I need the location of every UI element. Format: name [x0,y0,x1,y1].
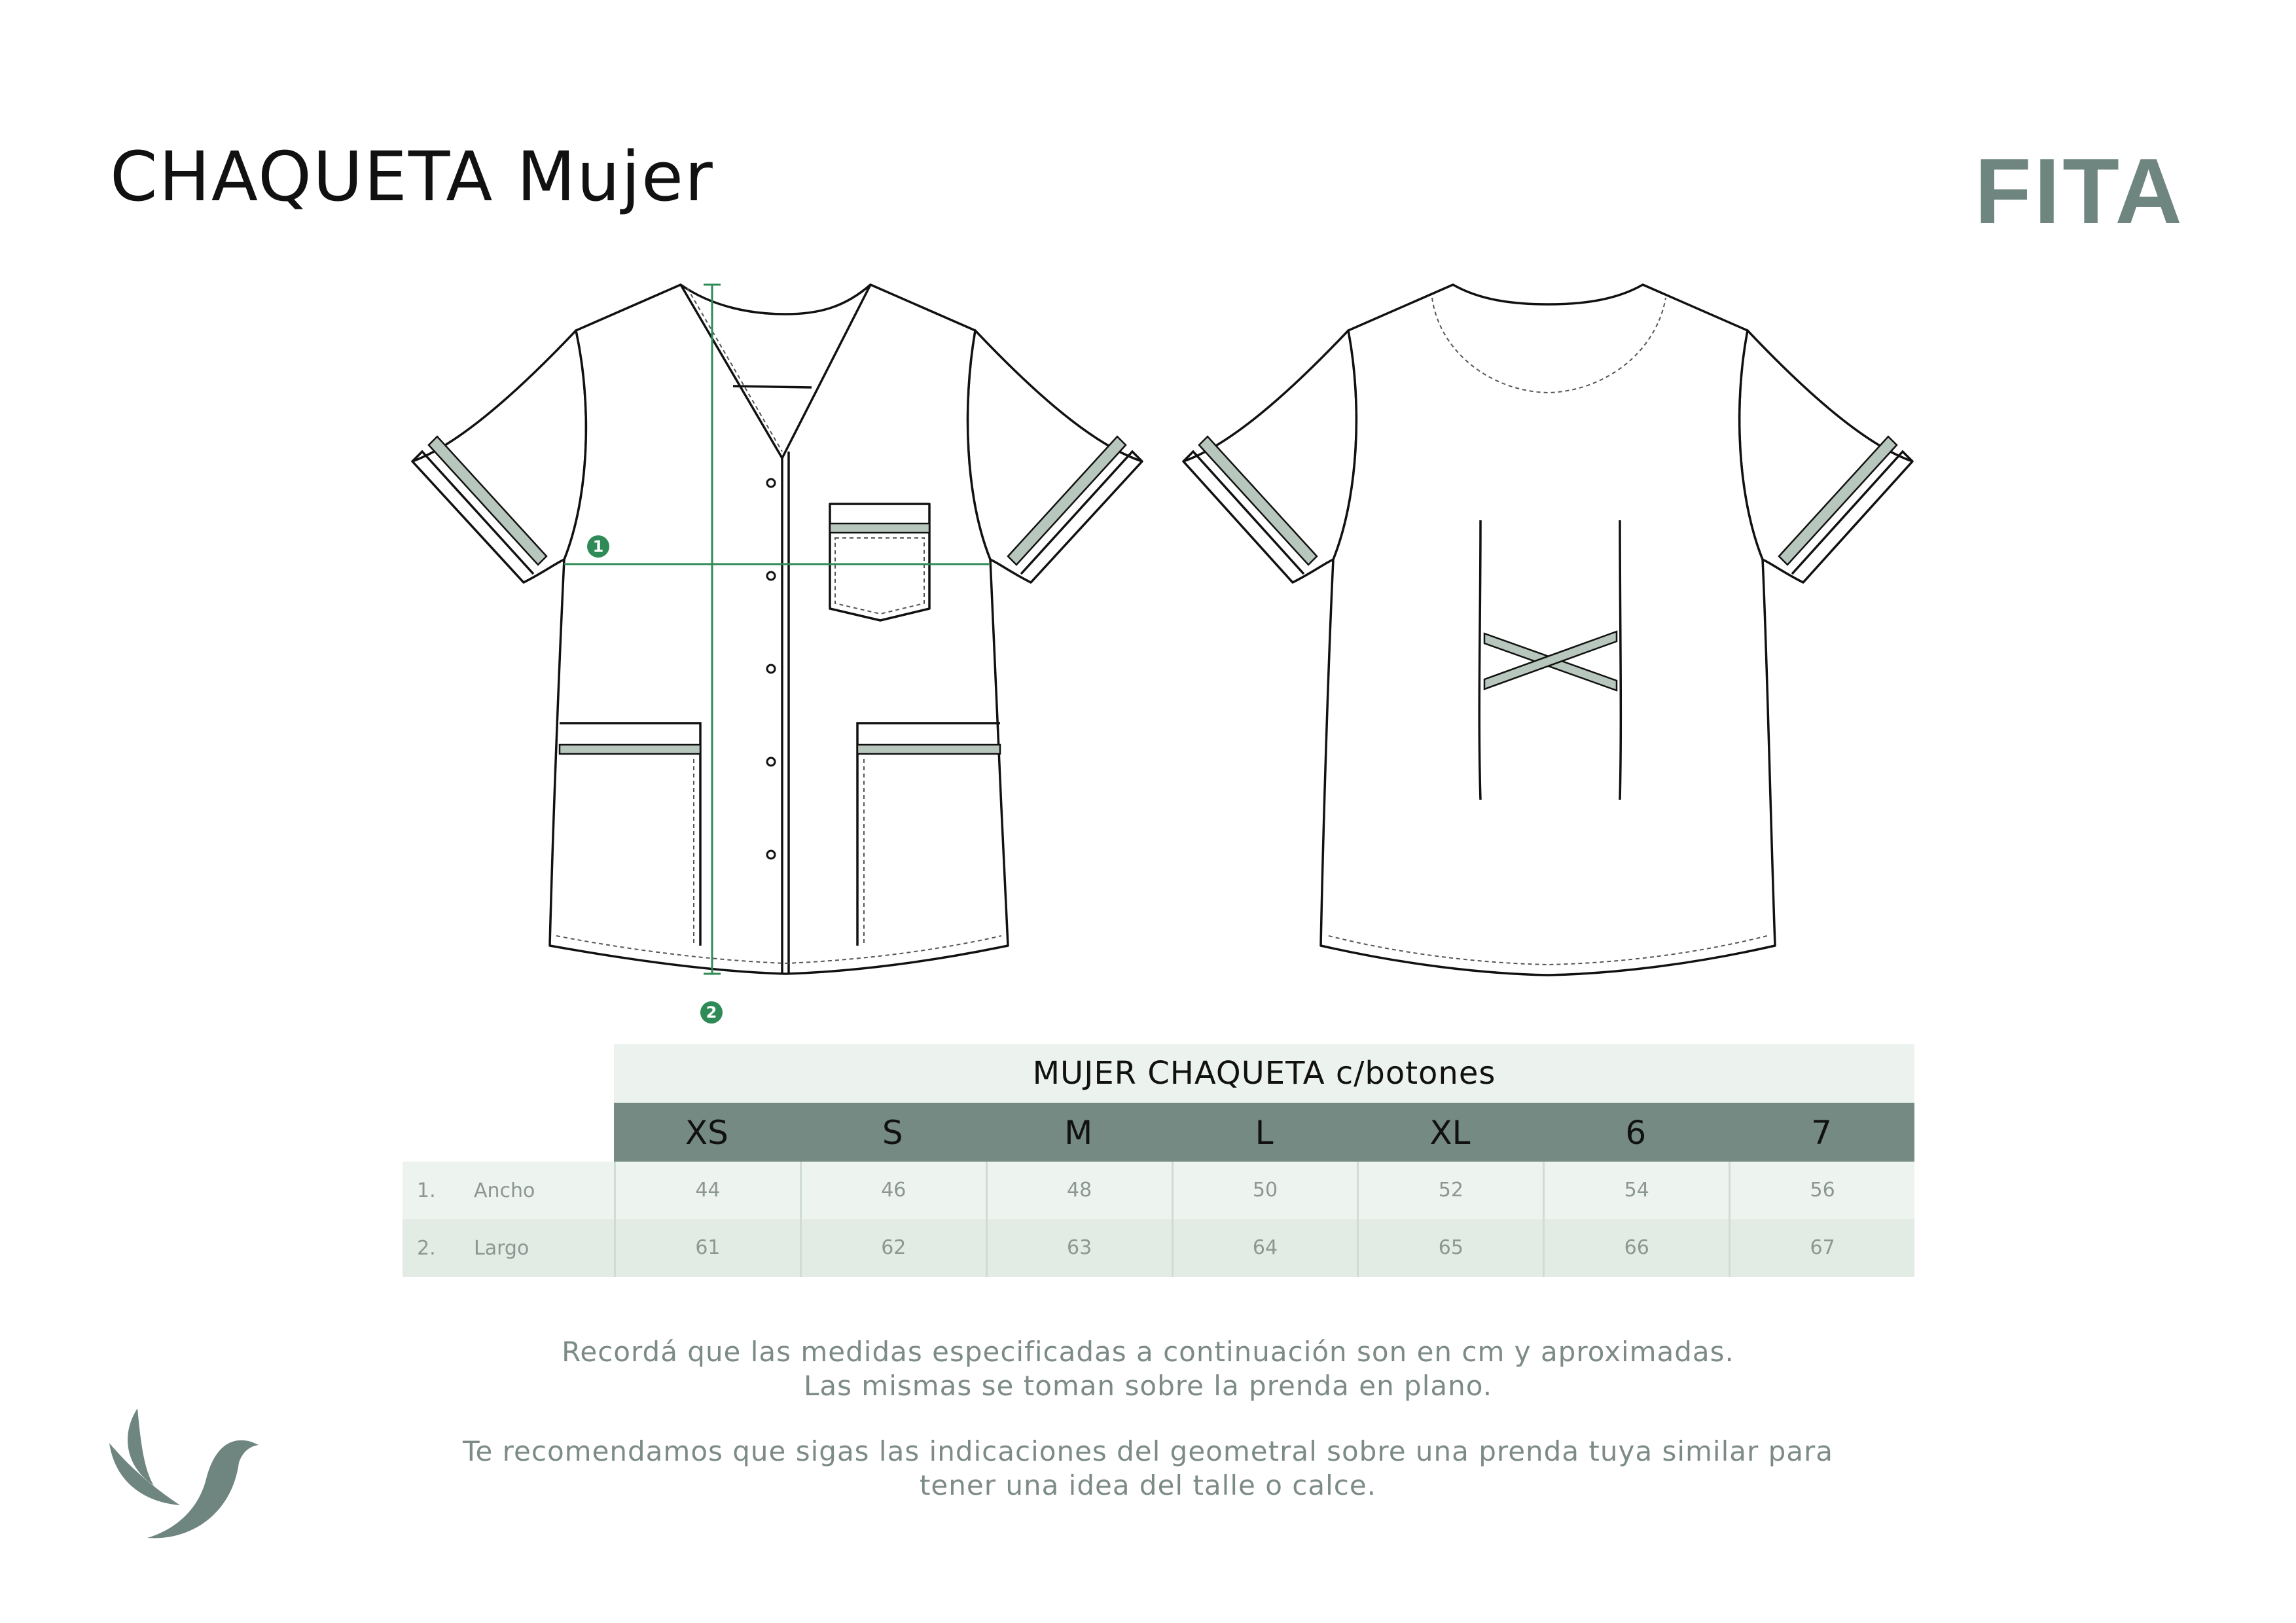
chest-pocket [830,504,929,620]
table-cell: 56 [1729,1162,1914,1219]
measure-marker-1: 1 [587,535,609,558]
size-header-cell: XS [685,1114,728,1152]
row-label [403,1162,614,1219]
bird-logo-icon [108,1407,259,1541]
table-cell: 54 [1543,1162,1729,1219]
size-header-cell: XL [1429,1114,1471,1152]
measure-marker-2: 2 [700,1001,723,1024]
page-title: CHAQUETA Mujer [110,137,714,217]
table-cell: 62 [800,1219,986,1277]
table-cell: 61 [614,1219,800,1277]
table-cell: 66 [1543,1219,1729,1277]
row-number: 1. [417,1179,436,1202]
size-header-cell: M [1064,1114,1093,1152]
note-line: Recordá que las medidas especificadas a continuación son en cm y aproximadas. [562,1336,1734,1368]
table-cell: 65 [1357,1219,1543,1277]
back-body [1321,285,1775,975]
note-line: tener una idea del talle o calce. [919,1469,1377,1501]
size-table-title: MUJER CHAQUETA c/botones [614,1044,1914,1103]
back-view [1183,285,1912,975]
table-cell: 48 [986,1162,1172,1219]
table-cell: 52 [1357,1162,1543,1219]
brand-wordmark: FITA [1975,139,2185,243]
table-row [403,1162,1914,1219]
size-header-cell: S [882,1114,903,1152]
table-cell: 46 [800,1162,986,1219]
size-header-cell: 6 [1625,1114,1647,1152]
size-table-header [614,1103,1914,1162]
front-view [412,285,1142,974]
row-name: Largo [474,1236,529,1260]
row-name: Ancho [474,1179,535,1202]
table-cell: 63 [986,1219,1172,1277]
row-number: 2. [417,1236,436,1260]
size-header-cell: 7 [1811,1114,1832,1152]
table-cell: 64 [1172,1219,1357,1277]
table-cell: 50 [1172,1162,1357,1219]
table-cell: 67 [1729,1219,1914,1277]
table-cell: 44 [614,1162,800,1219]
front-body [550,285,1008,974]
note-line: Te recomendamos que sigas las indicaciones del geometral sobre una prenda tuya similar para [462,1435,1834,1467]
size-header-cell: L [1255,1114,1274,1152]
row-label [403,1219,614,1277]
note-line: Las mismas se toman sobre la prenda en plano. [803,1370,1493,1402]
table-row [403,1219,1914,1277]
